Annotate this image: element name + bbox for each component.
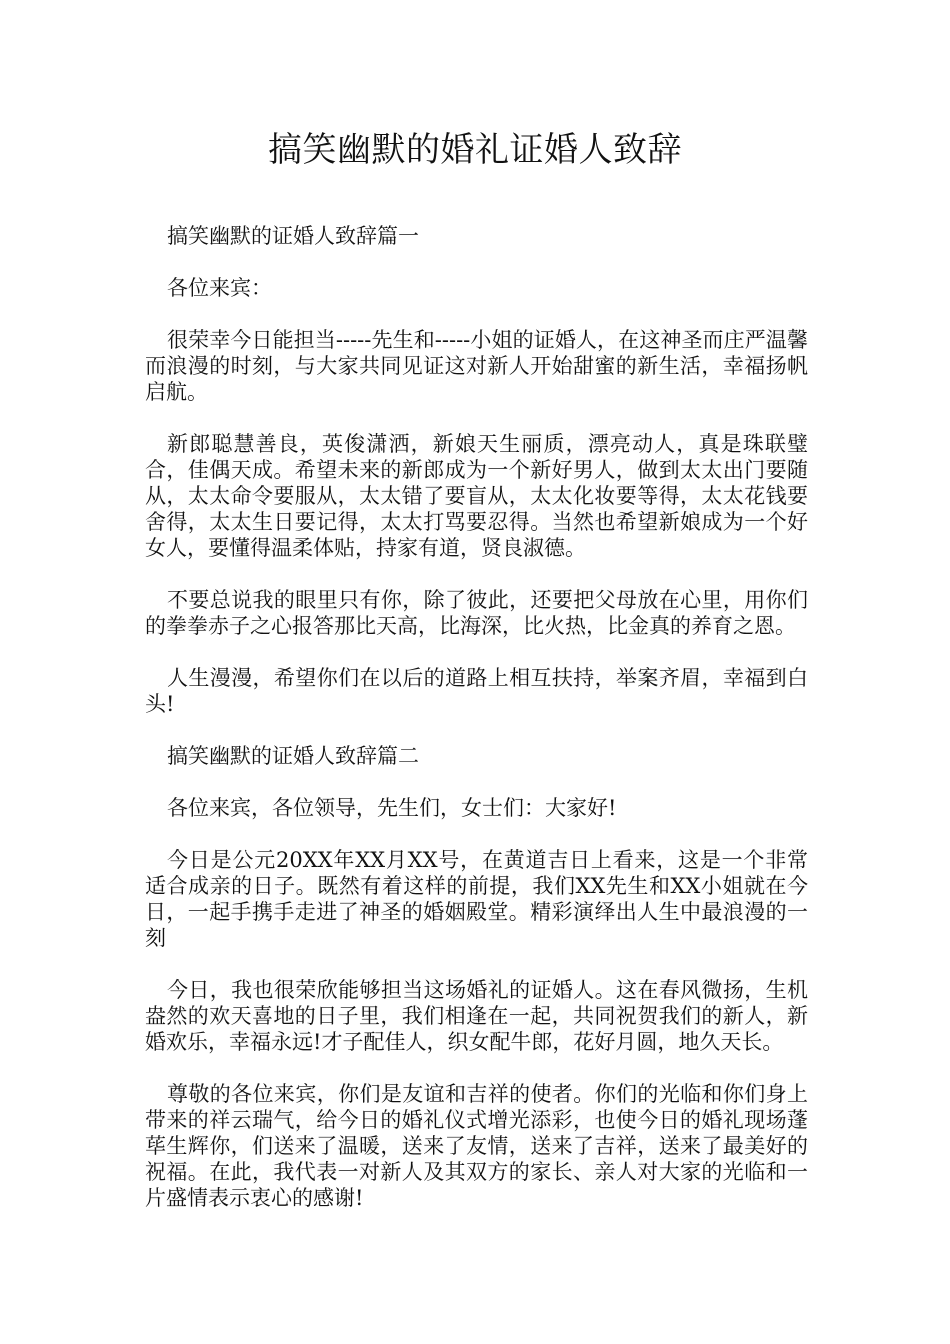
paragraph: 新郎聪慧善良，英俊潇洒，新娘天生丽质，漂亮动人，真是珠联璧合，佳偶天成。希望未来的新郎成为一个新好男人，做到太太出门要随从，太太命令要服从，太太错了要盲从，太太化妆要等得，太太花钱要舍得，太太生日要记得，太太打骂要忍得。当然也希望新娘成为一个好女人，要懂得温柔体贴，持家有道，贤良淑德。 [145,432,808,560]
section-heading: 搞笑幽默的证婚人致辞篇一 [167,224,420,248]
document-body [145,223,808,1237]
paragraph: 很荣幸今日能担当-----先生和-----小姐的证婚人，在这神圣而庄严温馨而浪漫的时刻，与大家共同见证这对新人开始甜蜜的新生活，幸福扬帆启航。 [145,328,808,404]
paragraph: 人生漫漫，希望你们在以后的道路上相互扶持，举案齐眉，幸福到白头! [145,666,808,716]
salutation: 各位来宾，各位领导，先生们，女士们：大家好! [167,796,617,820]
document-title: 搞笑幽默的婚礼证婚人致辞 [268,130,682,170]
paragraph: 不要总说我的眼里只有你，除了彼此，还要把父母放在心里，用你们的拳拳赤子之心报答那比天高，比海深，比火热，比金真的养育之恩。 [145,588,808,638]
paragraph: 今日，我也很荣欣能够担当这场婚礼的证婚人。这在春风微扬，生机盎然的欢天喜地的日子里，我们相逢在一起，共同祝贺我们的新人，新婚欢乐，幸福永远!才子配佳人，织女配牛郎，花好月圆，地久天长。 [145,978,808,1054]
paragraph: 今日是公元20XX年XX月XX号，在黄道吉日上看来，这是一个非常适合成亲的日子。既然有着这样的前提，我们XX先生和XX小姐就在今日，一起手携手走进了神圣的婚姻殿堂。精彩演绎出人生中最浪漫的一刻 [145,848,808,950]
section-heading: 搞笑幽默的证婚人致辞篇二 [167,744,420,768]
salutation: 各位来宾： [167,276,273,300]
paragraph: 尊敬的各位来宾，你们是友谊和吉祥的使者。你们的光临和你们身上带来的祥云瑞气，给今日的婚礼仪式增光添彩，也使今日的婚礼现场蓬荜生辉你，们送来了温暖，送来了友情，送来了吉祥，送来了最美好的祝福。在此，我代表一对新人及其双方的家长、亲人对大家的光临和一片盛情表示衷心的感谢! [145,1082,808,1210]
